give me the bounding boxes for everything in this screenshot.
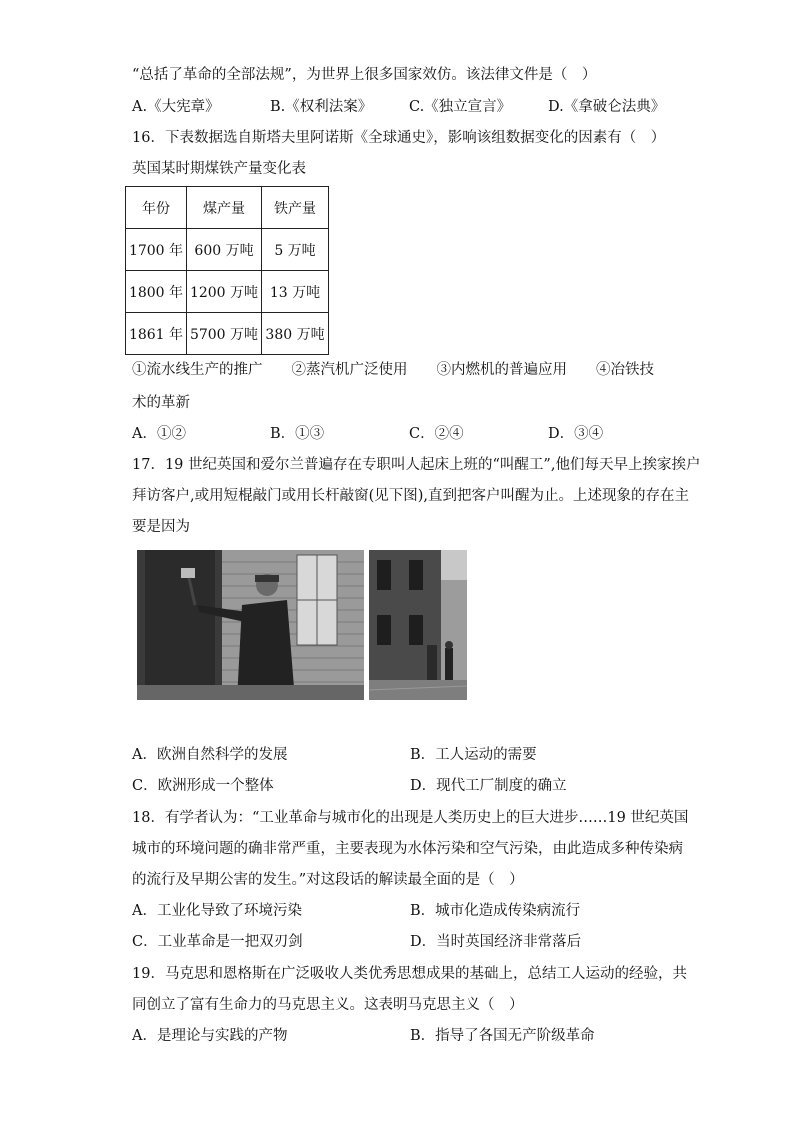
q16-option-a: A．①② (132, 426, 186, 442)
table-row (126, 313, 329, 355)
table-row (126, 271, 329, 313)
q19-option-b: B．指导了各国无产阶级革命 (410, 1028, 595, 1044)
q17-stem-line1: 17．19 世纪英国和爱尔兰普遍存在专职叫人起床上班的“叫醒工”,他们每天早上挨家挨户 (132, 457, 701, 473)
photo-image (369, 550, 467, 700)
q16-stem: 16．下表数据选自斯塔夫里阿诺斯《全球通史》，影响该组数据变化的因素有（ ） (132, 130, 666, 146)
header-coal: 煤产量 (187, 187, 262, 229)
q18-option-c: C．工业革命是一把双刃剑 (132, 934, 303, 950)
q15-option-b: B.《权利法案》 (270, 99, 373, 115)
knocker-upper-photo-street (369, 550, 467, 700)
cell-coal: 5700 万吨 (187, 313, 262, 355)
q18-stem-line2: 城市的环境问题的确非常严重，主要表现为水体污染和空气污染，由此造成多种传染病 (132, 841, 683, 857)
photo-image (137, 550, 364, 700)
header-iron: 铁产量 (262, 187, 329, 229)
q17-option-b: B．工人运动的需要 (410, 747, 537, 763)
q18-stem-line1: 18．有学者认为：“工业革命与城市化的出现是人类历史上的巨大进步……19 世纪英国 (132, 810, 689, 826)
cell-iron: 5 万吨 (262, 229, 329, 271)
table-header-row (126, 187, 329, 229)
cell-year: 1700 年 (126, 229, 187, 271)
q19-stem-line2: 同创立了富有生命力的马克思主义。这表明马克思主义（ ） (132, 997, 524, 1013)
q17-option-c: C．欧洲形成一个整体 (132, 778, 274, 794)
q16-option-b: B．①③ (270, 426, 325, 442)
q19-option-a: A．是理论与实践的产物 (132, 1028, 288, 1044)
q15-option-a: A.《大宪章》 (132, 99, 220, 115)
cell-year: 1861 年 (126, 313, 187, 355)
coal-iron-table (125, 186, 329, 355)
cell-coal: 1200 万吨 (187, 271, 262, 313)
cell-iron: 13 万吨 (262, 271, 329, 313)
cell-coal: 600 万吨 (187, 229, 262, 271)
q18-stem-line3: 的流行及早期公害的发生。”对这段话的解读最全面的是（ ） (132, 872, 524, 888)
q15-option-c: C.《独立宣言》 (409, 99, 512, 115)
cell-year: 1800 年 (126, 271, 187, 313)
header-year: 年份 (126, 187, 187, 229)
table-title: 英国某时期煤铁产量变化表 (132, 161, 306, 177)
cell-iron: 380 万吨 (262, 313, 329, 355)
q18-option-a: A．工业化导致了环境污染 (132, 903, 302, 919)
q18-option-b: B．城市化造成传染病流行 (410, 903, 581, 919)
q16-factors-line1: ①流水线生产的推广 ②蒸汽机广泛使用 ③内燃机的普遍应用 ④冶铁技 (132, 362, 654, 378)
q15-option-d: D.《拿破仑法典》 (548, 99, 666, 115)
q17-stem-line3: 要是因为 (132, 519, 190, 535)
q17-stem-line2: 拜访客户,或用短棍敲门或用长杆敲窗(见下图),直到把客户叫醒为止。上述现象的存在主 (132, 488, 690, 504)
q17-option-d: D．现代工厂制度的确立 (410, 778, 567, 794)
q16-option-d: D．③④ (548, 426, 604, 442)
q16-factors-line2: 术的革新 (132, 395, 190, 411)
knocker-upper-photo-door (137, 550, 364, 700)
table-row (126, 229, 329, 271)
q16-option-c: C．②④ (409, 426, 464, 442)
q19-stem-line1: 19．马克思和恩格斯在广泛吸收人类优秀思想成果的基础上，总结工人运动的经验，共 (132, 966, 687, 982)
q17-option-a: A．欧洲自然科学的发展 (132, 747, 288, 763)
q15-stem: “总括了革命的全部法规”，为世界上很多国家效仿。该法律文件是（ ） (132, 67, 597, 83)
q18-option-d: D．当时英国经济非常落后 (410, 934, 582, 950)
